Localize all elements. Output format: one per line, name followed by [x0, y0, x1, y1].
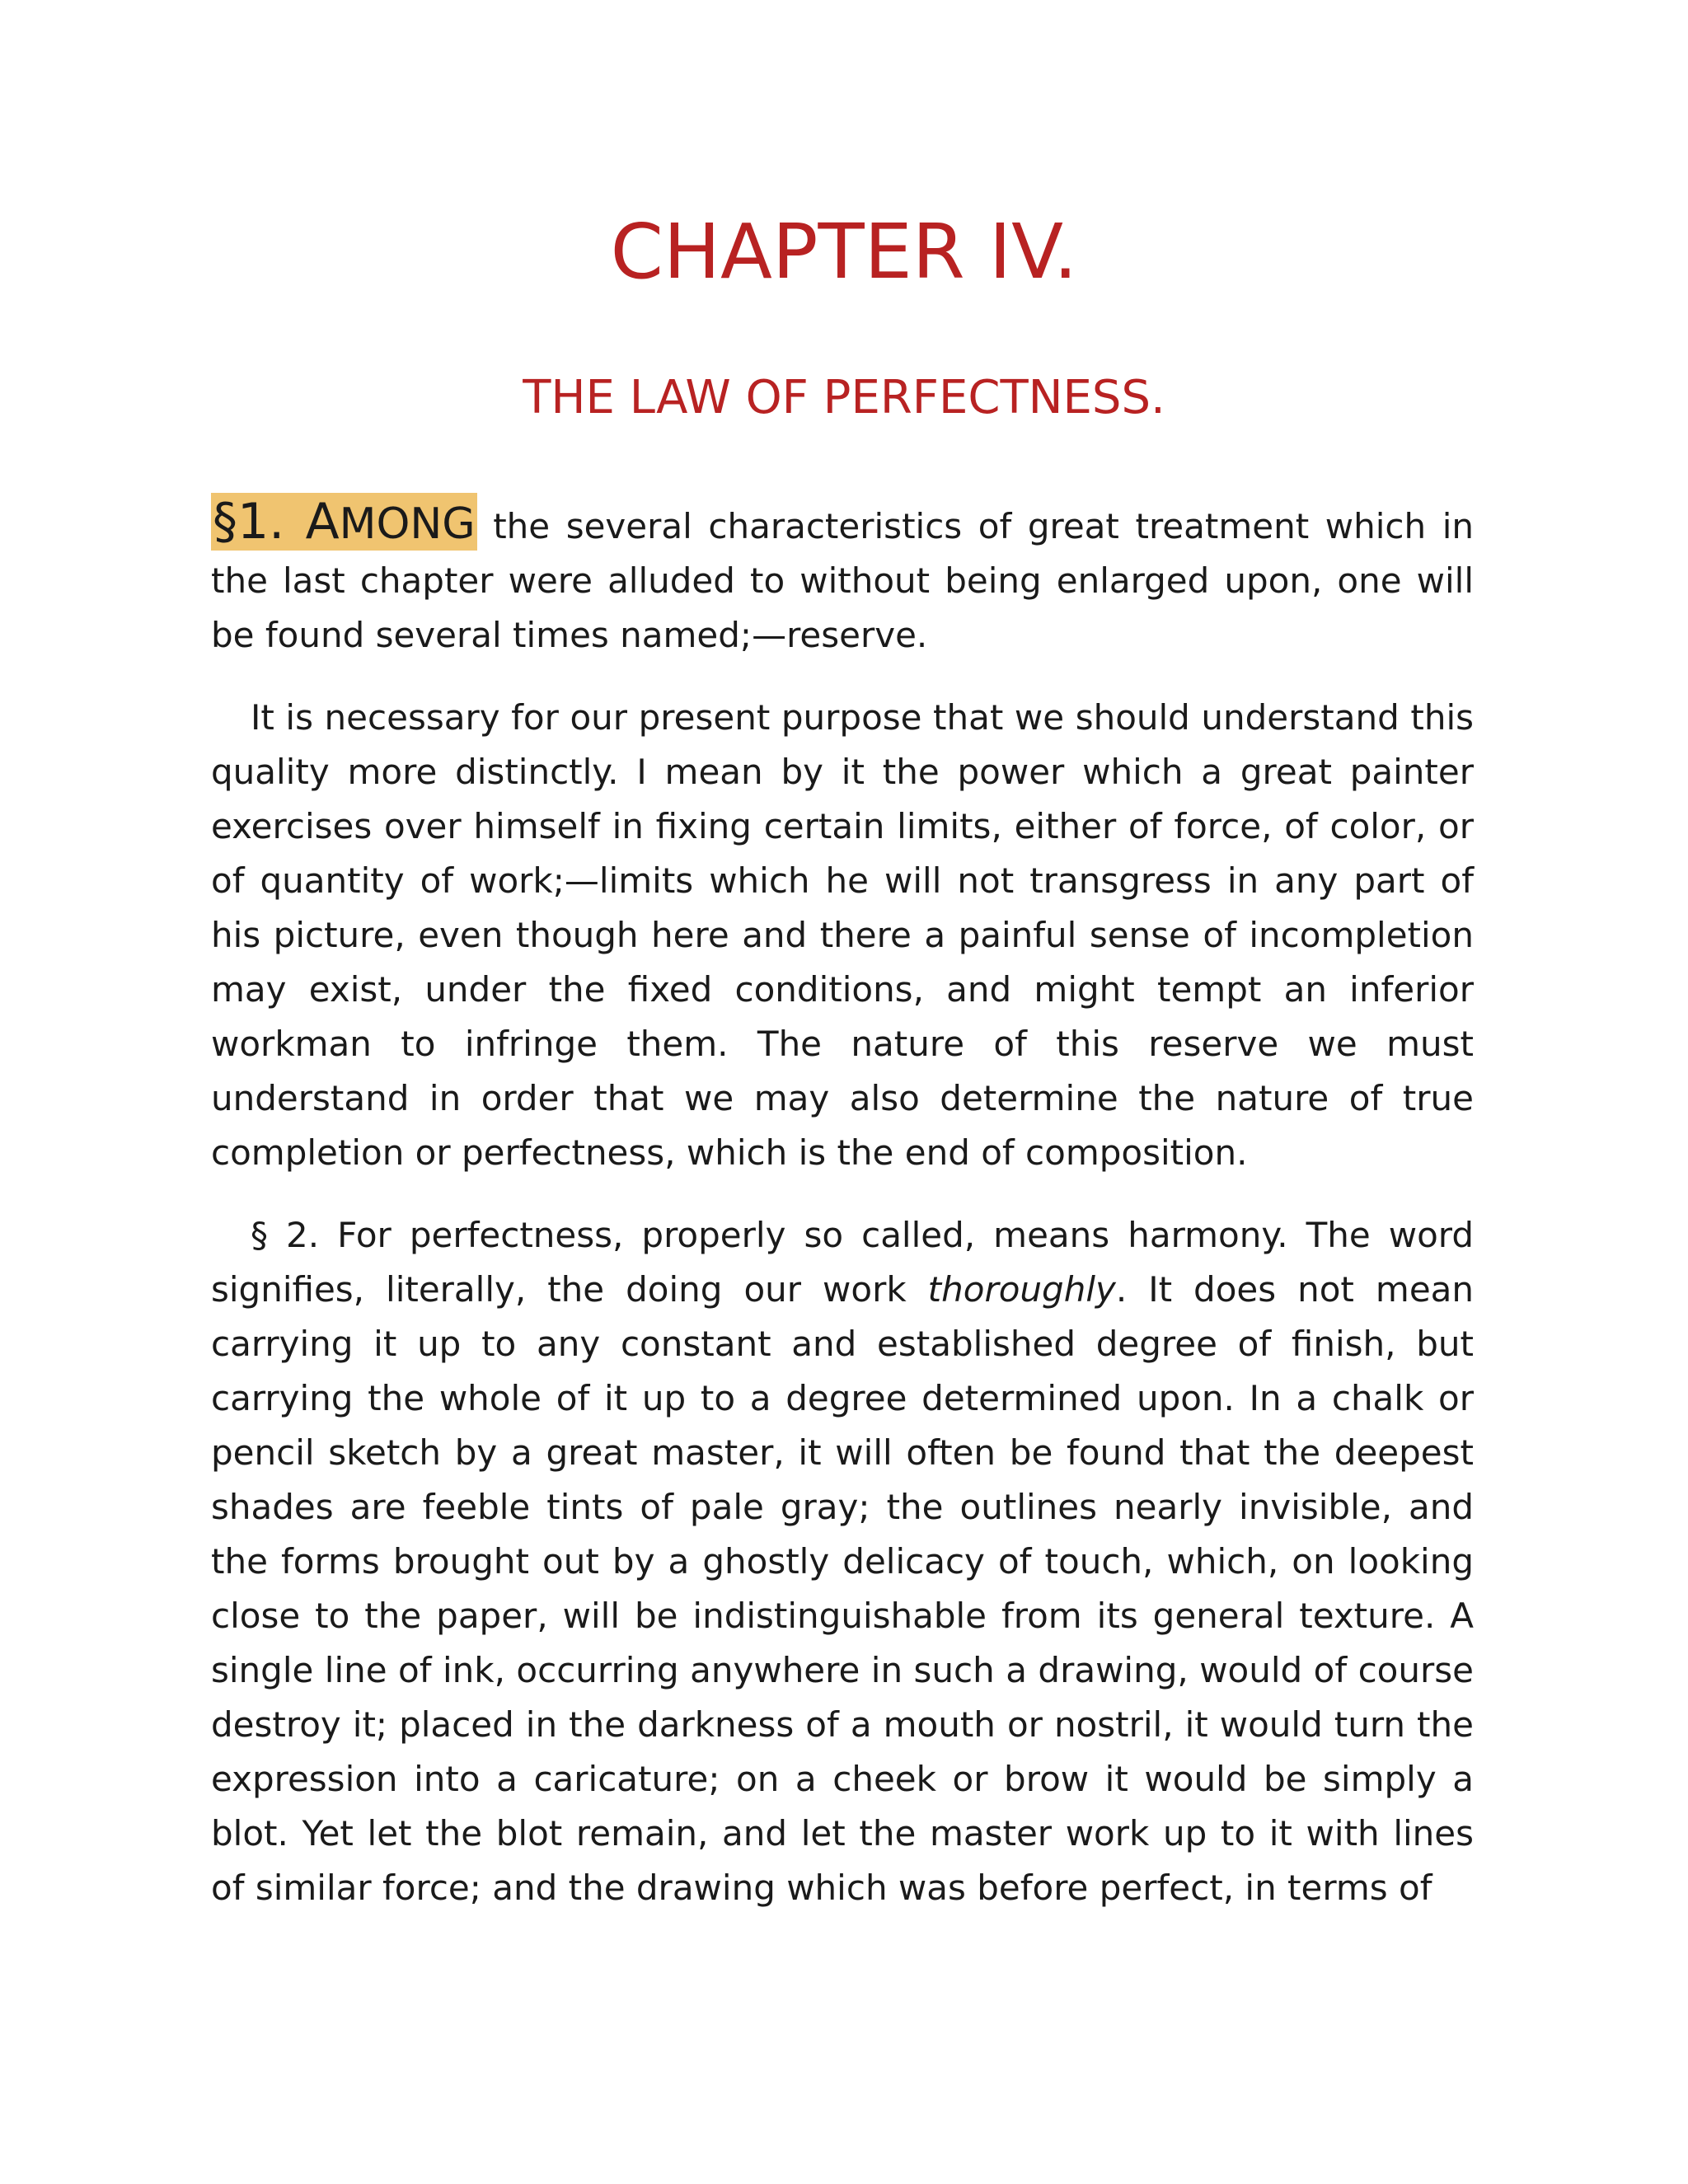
- section-number: §1.: [213, 493, 285, 551]
- paragraph-1-text: the several characteristics of great treatment which in the last chapter were alluded to without being enlarged upon, one will be found several times named;—reserve.: [211, 506, 1474, 655]
- paragraph-3-text-start: § 2. For perfectness, properly so called, means harmony. The word signifies, literally, the doing our work: [211, 1215, 1474, 1310]
- emphasis-thoroughly: thoroughly: [927, 1269, 1116, 1310]
- chapter-body: [211, 494, 1474, 1943]
- paragraph-3: [211, 1208, 1474, 1915]
- section-1-marker: [211, 493, 477, 551]
- lead-word-rest: MONG: [339, 499, 476, 549]
- paragraph-2: It is necessary for our present purpose that we should understand this quality more distinctly. I mean by it the power which a great painter exercises over himself in fixing certain limits, either of force, of color, or of quantity of work;—limits which he will not transgress in any part of his picture, even though here and there a painful sense of incompletion may exist, under the fixed conditions, and might tempt an inferior workman to infringe them. The nature of this reserve we must understand in order that we may also determine the nature of true completion or perfectness, which is the end of composition.: [211, 697, 1474, 1173]
- chapter-title: CHAPTER IV.: [610, 208, 1078, 296]
- lead-initial: A: [305, 493, 340, 551]
- paragraph-3-text-end: . It does not mean carrying it up to any constant and established degree of finish, but carrying the whole of it up to a degree determined upon. In a chalk or pencil sketch by a great master, it will often be found that the deepest shades are feeble tints of pale gray; the outlines nearly invisible, and the forms brought out by a ghostly delicacy of touch, which, on looking close to the paper, will be indistinguishable from its general texture. A single line of ink, occurring anywhere in such a drawing, would of course destroy it; placed in the darkness of a mouth or nostril, it would turn the expression into a caricature; on a cheek or brow it would be simply a blot. Yet let the blot remain, and let the master work up to it with lines of similar force; and the drawing which was before perfect, in terms of: [211, 1269, 1475, 1908]
- paragraph-1: [211, 494, 1474, 663]
- chapter-subtitle: THE LAW OF PERFECTNESS.: [523, 371, 1165, 424]
